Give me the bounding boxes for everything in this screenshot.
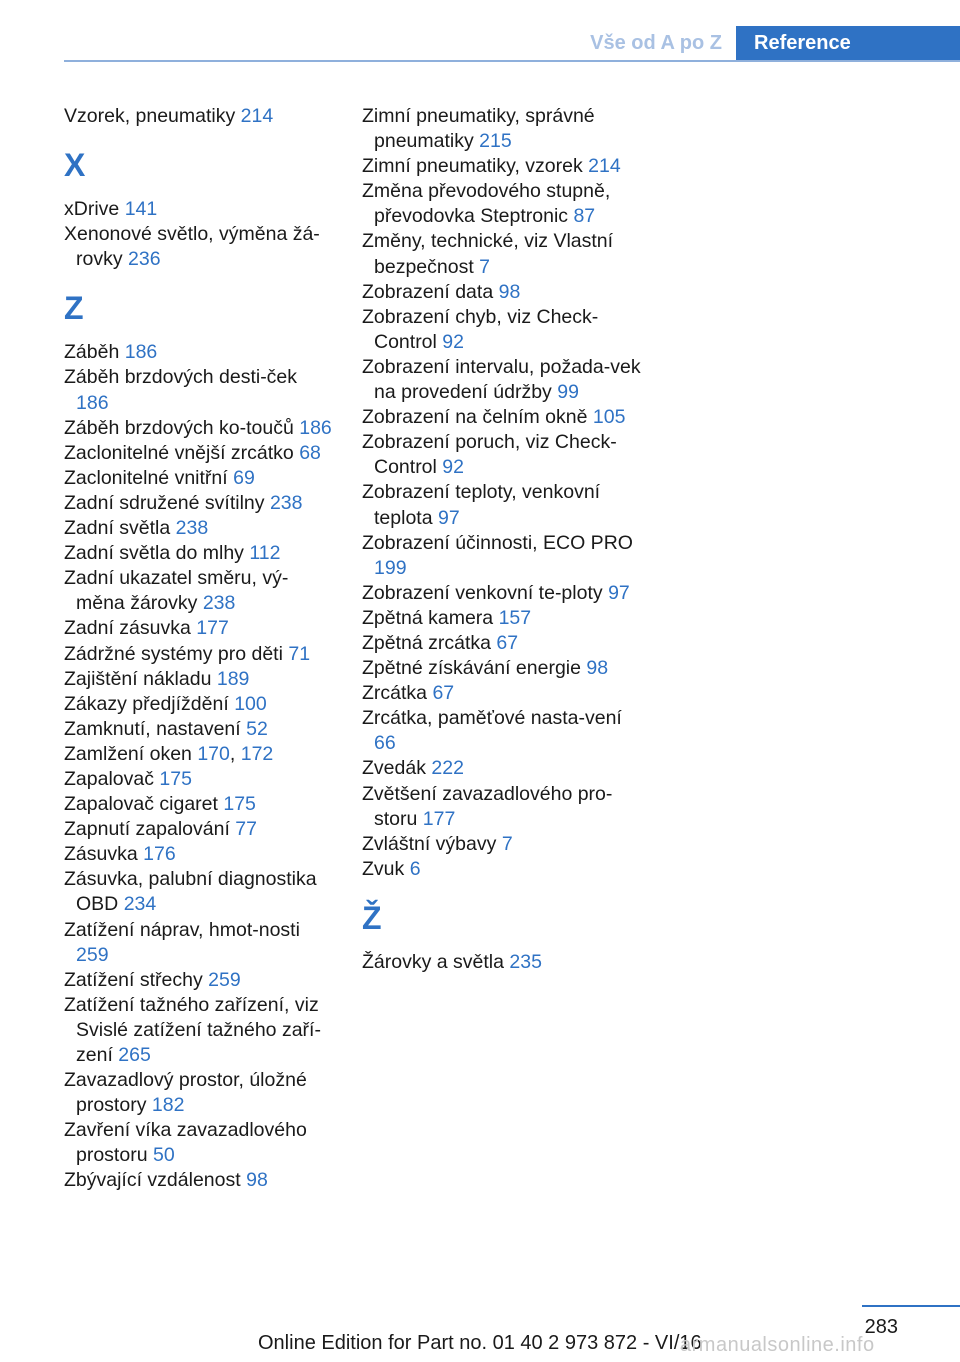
index-list-zh [362, 950, 642, 975]
page-link[interactable]: 215 [479, 130, 512, 153]
entry-text: Zvuk [362, 857, 405, 880]
entry-text: Zvedák [362, 757, 426, 780]
page-link[interactable]: 97 [608, 581, 630, 604]
entry-text: Zobrazení na čelním okně [362, 406, 588, 429]
entry-text: Zobrazení intervalu, požada‐vek na provedení údržby [362, 355, 641, 404]
entry-text: Zvětšení zavazadlového pro‐storu [362, 782, 613, 830]
index-list-x [64, 197, 334, 272]
page-link[interactable]: 214 [240, 105, 274, 127]
page-header [0, 0, 960, 62]
index-entry [64, 466, 334, 491]
entry-text: Zatížení tažného zařízení, viz Svislé zatížení tažného zaří‐zení [64, 993, 321, 1066]
entry-text: Zobrazení venkovní te‐ploty [362, 581, 603, 604]
entry-text: Zimní pneumatiky, vzorek [362, 155, 583, 178]
entry-text: Zamlžení oken [64, 742, 192, 765]
entry-text: Zadní světla do mlhy [64, 542, 244, 565]
index-entry [362, 355, 642, 405]
index-entry [362, 430, 642, 480]
entry-text: Záběh brzdových desti‐ček [64, 366, 298, 389]
header-divider [64, 60, 960, 62]
entry-text: Zobrazení data [362, 280, 494, 303]
index-entry [64, 792, 334, 817]
index-entry [64, 667, 334, 692]
page-link[interactable]: 77 [235, 818, 257, 841]
index-entry [362, 857, 642, 882]
chapter-tab[interactable]: Reference [736, 26, 960, 60]
footer-divider [862, 1305, 960, 1307]
entry-text: Zadní ukazatel směru, vý‐měna žárovky [64, 567, 289, 615]
index-entry [64, 717, 334, 742]
index-entry [64, 365, 334, 415]
page-link[interactable]: 92 [442, 330, 464, 353]
page-link[interactable]: 175 [223, 793, 256, 816]
entry-text: Zamknutí, nastavení [64, 717, 241, 740]
index-entry [64, 616, 334, 641]
page-link[interactable]: 177 [422, 807, 456, 830]
page-link[interactable]: 235 [509, 950, 542, 973]
index-entry [362, 756, 642, 781]
entry-text: Zadní sdružené svítilny [64, 491, 265, 514]
index-entry [362, 104, 642, 154]
entry-text: Zpětné získávání energie [362, 657, 581, 680]
index-entry [362, 280, 642, 305]
entry-text: Zrcátka [362, 682, 428, 705]
page-link[interactable]: 186 [76, 391, 109, 414]
page-link[interactable]: 189 [216, 667, 250, 690]
page-link[interactable]: 141 [124, 198, 158, 221]
entry-text: xDrive [64, 198, 120, 221]
index-entry [64, 222, 334, 272]
index-entry [362, 305, 642, 355]
page-link[interactable]: 238 [202, 592, 236, 615]
page-link[interactable]: 66 [374, 732, 396, 755]
index-entry [362, 531, 642, 581]
page-link[interactable]: 234 [123, 893, 157, 916]
page-link[interactable]: 186 [299, 416, 332, 439]
index-entry [362, 832, 642, 857]
index-entry [64, 842, 334, 867]
index-entry [362, 405, 642, 430]
entry-text: Zobrazení poruch, viz Check-Control [362, 431, 617, 479]
entry-text: Zvláštní výbavy [362, 832, 497, 855]
entry-text: Zpětná zrcátka [362, 631, 491, 654]
page-link[interactable]: 97 [437, 506, 460, 529]
entry-text: Zapalovač [64, 767, 154, 790]
entry-text: Zatížení náprav, hmot‐nosti [64, 918, 300, 941]
entry-text: Zajištění nákladu [64, 667, 212, 690]
page-link[interactable]: 172 [240, 742, 274, 765]
index-entry [362, 154, 642, 179]
page-link[interactable]: 182 [151, 1094, 185, 1117]
page-link[interactable]: 67 [496, 631, 519, 654]
entry-text: Zadní světla [64, 517, 171, 540]
page-link[interactable]: 99 [557, 381, 579, 404]
entry-text: Zobrazení účinnosti, ECO PRO [362, 531, 633, 554]
index-entry [362, 782, 642, 832]
entry-text: Zimní pneumatiky, správné pneumatiky [362, 105, 595, 153]
index-entry [64, 918, 334, 968]
index-column-right [362, 104, 642, 975]
index-entry [64, 867, 334, 917]
index-entry [362, 950, 642, 975]
entry-text: Zatížení střechy [64, 968, 203, 991]
index-entry [64, 197, 334, 222]
index-entry [362, 229, 642, 279]
index-entry [64, 1168, 334, 1193]
index-entry [362, 681, 642, 706]
index-column-left [64, 104, 334, 1194]
entry-text: Zapnutí zapalování [64, 818, 230, 841]
page-link[interactable]: 112 [249, 542, 281, 565]
entry-text: Zádržné systémy pro děti [64, 642, 283, 665]
entry-text: Zadní zásuvka [64, 617, 191, 640]
edition-note: Online Edition for Part no. 01 40 2 973 872 - VI/16 [258, 1332, 702, 1354]
index-entry [64, 340, 334, 365]
page-link[interactable]: 259 [208, 968, 241, 991]
index-entry [64, 642, 334, 667]
entry-text: Zobrazení chyb, viz Check-Control [362, 305, 599, 353]
index-entry [64, 742, 334, 767]
index-entry [362, 179, 642, 229]
entry-text: Zásuvka, palubní diagnostika OBD [64, 868, 317, 916]
page-link[interactable]: 238 [269, 491, 303, 514]
page-link[interactable]: 265 [118, 1044, 151, 1066]
index-entry [362, 631, 642, 656]
entry-text: Změny, technické, viz Vlastní bezpečnost [362, 230, 614, 278]
entry-text: Záběh brzdových ko‐toučů [64, 416, 294, 439]
page-link[interactable]: 71 [288, 642, 311, 665]
section-title: Vše od A po Z [590, 32, 722, 54]
page-link[interactable]: 98 [586, 657, 609, 680]
page-separator: , [229, 742, 241, 765]
page-link[interactable]: 186 [124, 341, 158, 364]
page-link[interactable]: 236 [128, 248, 161, 271]
entry-text: Zákazy předjíždění [64, 692, 229, 715]
entry-text: Zásuvka [64, 843, 138, 866]
watermark: armanualsonline.info [680, 1334, 875, 1356]
page-link[interactable]: 52 [246, 717, 268, 740]
page-link[interactable]: 177 [196, 617, 229, 640]
entry-text: Zavření víka zavazadlového prostoru [64, 1119, 307, 1167]
page-link[interactable]: 176 [143, 843, 176, 866]
entry-text: Záběh [64, 341, 120, 364]
index-entry [362, 480, 642, 530]
index-entry [64, 441, 334, 466]
entry-text: Změna převodového stupně, převodovka Steptronic [362, 180, 611, 228]
index-entry [64, 968, 334, 993]
index-entry [64, 692, 334, 717]
page-link[interactable]: 170 [197, 742, 230, 765]
index-entry: Vzorek, pneumatiky 214 [64, 105, 274, 127]
index-entry [362, 706, 642, 756]
entry-text: Zpětná kamera [362, 606, 494, 629]
page-link[interactable]: 238 [175, 517, 209, 540]
index-entry [64, 416, 334, 441]
page-link[interactable]: 68 [299, 441, 321, 464]
index-list-z [64, 340, 334, 1193]
index-entry [64, 1118, 334, 1168]
page-link[interactable]: 6 [409, 857, 421, 880]
entry-text: Zrcátka, paměťové nasta‐vení [362, 707, 622, 730]
page-link[interactable]: 67 [432, 682, 455, 705]
page-link[interactable]: 7 [479, 255, 491, 278]
index-entry [362, 656, 642, 681]
page-link[interactable]: 175 [159, 767, 192, 790]
page-link[interactable]: 199 [374, 556, 407, 579]
page-link[interactable]: 157 [498, 606, 532, 629]
entry-text: Zapalovač cigaret [64, 793, 218, 816]
page-number: 283 [864, 1316, 898, 1338]
index-list-z-continued [362, 104, 642, 882]
index-letter-heading: X [64, 147, 86, 184]
index-entry [362, 606, 642, 631]
index-entry [362, 581, 642, 606]
page-link[interactable]: 87 [573, 205, 596, 228]
page-link[interactable]: 50 [152, 1144, 175, 1167]
entry-text: Zaclonitelné vnitřní [64, 466, 228, 489]
entry-text: Žárovky a světla [362, 950, 504, 973]
index-entry [64, 516, 334, 541]
index-letter-heading: Z [64, 290, 84, 327]
page-link[interactable]: 92 [442, 456, 464, 479]
index-entry [64, 1068, 334, 1118]
index-entry [64, 817, 334, 842]
entry-text: Zobrazení teploty, venkovní teplota [362, 481, 601, 529]
page-link[interactable]: 100 [234, 692, 267, 715]
entry-text: Zbývající vzdálenost [64, 1169, 241, 1192]
page-link[interactable]: 69 [233, 466, 255, 489]
index-entry [64, 993, 334, 1068]
index-entry [64, 491, 334, 516]
index-entry [64, 566, 334, 616]
index-entry [64, 541, 334, 566]
entry-text: Zaclonitelné vnější zrcátko [64, 441, 294, 464]
entry-text: Zavazadlový prostor, úložné prostory [64, 1069, 307, 1117]
page-link[interactable]: 214 [588, 155, 621, 178]
page-link[interactable]: 98 [246, 1169, 268, 1192]
page-link[interactable]: 98 [498, 280, 521, 303]
page-link[interactable]: 7 [501, 832, 513, 855]
page-link[interactable]: 105 [592, 406, 626, 429]
entry-text: Xenonové světlo, výměna žá‐rovky [64, 223, 320, 271]
index-letter-heading: Ž [362, 899, 382, 936]
page-link[interactable]: 259 [76, 943, 109, 966]
page-link[interactable]: 222 [431, 757, 464, 780]
index-entry [64, 767, 334, 792]
